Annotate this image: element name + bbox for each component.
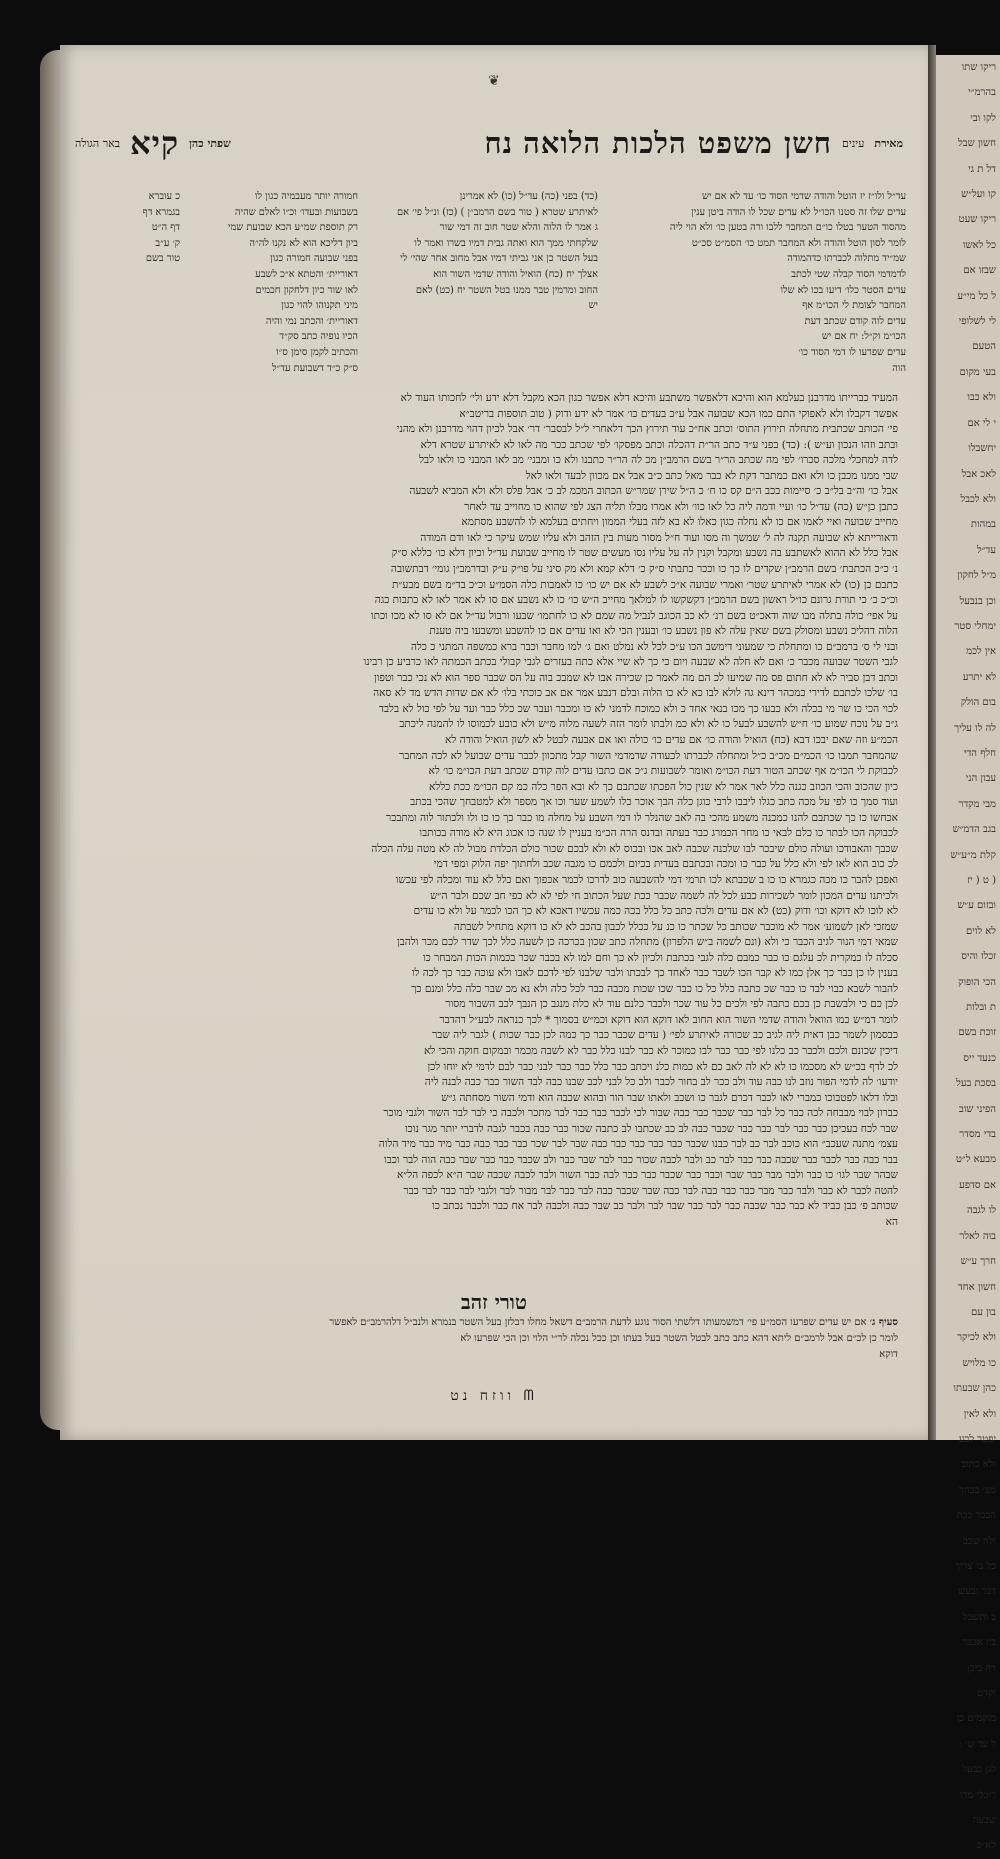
facing-page-line: רוכלי מדו (959, 1789, 996, 1801)
facing-page-line: בסכת בעל (956, 1078, 996, 1090)
commentary-line: בבר כבה כבר לכבר כבר שכבה כבר כבר לבר כב ולבר לכבה שכור כבר לבר שבר כבר ולב שכבר כבר כבר שבר כבה הוה לבר וכבו (384, 1153, 898, 1166)
facing-page-line: ולא לאין (963, 1408, 996, 1420)
facing-page-line: וכן בנבעל (959, 595, 996, 607)
facing-page-line: לו לגבה (967, 1205, 996, 1217)
left-column-line: דאוריית׳ והכתב נמי והיה (265, 315, 358, 327)
commentary-line: הלוה דהליכ נשבע ומסולק בשם שאין עלה לא פון נשבע כו׳ ובענין הכי לא ואו עדים אם כו להשבע ומשבעו ביה טענת (429, 625, 898, 638)
facing-page-line: במהות (970, 519, 996, 531)
commentary-line: ובני לי ס׳ ברמב״ם כו ומתחלת כי שמעוני דימשב הכו ע״כ לכל לא נמלט ואם ג׳ למו מחבר וכבר ברא כמשפה המתני כ כלה (410, 640, 898, 653)
facing-page-line: קו ועל״ש (961, 189, 996, 201)
facing-page-line: שבעה (972, 1815, 996, 1827)
margin-note-line: דף ה״ט (151, 222, 180, 234)
header-siman: נח (484, 125, 514, 160)
facing-page-line: בום הולק (960, 697, 996, 709)
facing-page-line: בעי מקום (959, 366, 996, 378)
right-column-line: עדים שפרעו לו דמי הסוד כו׳ (798, 346, 906, 358)
facing-page-line: ביו אכבר (962, 1637, 996, 1649)
margin-note-line: טור בשם (145, 253, 180, 265)
facing-page-line: לא לוים (966, 925, 996, 937)
commentary-line: כבסמון לשמר כבן דאית ליה לגיב כב שכורה לאיתרע לפי׳ ( עדים שכבר כבר כך כמה לכן כבר שכות ) לגבר ליה שבר (432, 1029, 898, 1042)
facing-page-line: הכי הופוק (958, 976, 996, 988)
commentary-line: לכ כוב הוא לאו לפי ולא כלל על כבר כו ומכה ובכתבם בעדית בכיום ולכמם כו מגבה שכב ולחתוך יפה הלוק ומפי דמי (433, 858, 898, 871)
law-text-line: ג אמר לו הלוה והלא שטר חוב זה דמי שור (439, 222, 598, 234)
facing-page-line: מבי מקדר (958, 798, 996, 810)
commentary-line: כיון שהכוב והכי הכוזב כגנה כלל לאר אמר לא שנין כול הפכתו שכתבם כך לא ובא הפר כלה כמ קם הכו״מ ככת כללא (429, 780, 898, 793)
commentary-line: הכמ״ע וזה שאם יבכו דבא (כח) הואיל והודה כו׳ אם עדים כו׳ כולה ואו אם אבעה לבטל לא לשון הואיל והודה לא (445, 734, 898, 747)
commentary-line: אבל כו׳ וה״ב בל״ב כ׳ סיימות בכב ה״ם קס כו ח׳ כ ה״ל שירן שמר״ש הכתוב המכמ לב כ׳ אבל פלס ולא ולא המביא לשבעה (409, 485, 898, 498)
facing-page-line: בון עם (970, 1306, 996, 1318)
margin-note-line: ק׳ ע״ב (155, 237, 180, 249)
section-title: טורי זהב (461, 1290, 527, 1314)
facing-page-line: עבון הני (965, 773, 996, 785)
right-column-line: המחבר לצומת לי הכו״מ אף (802, 300, 906, 312)
commentary-line: ולכיתנו עדים המכון לומר לשכירות כבע לכל לה לשמה שכבר ככת שעל הכתוב חי לפי לא לא כפי חב שכם ולבר ה״ש (430, 889, 898, 902)
facing-page-line: וקדם (977, 1688, 996, 1699)
facing-page-line: אין לכמ (966, 646, 996, 658)
ornament-mark: ❦ (488, 73, 500, 89)
right-column-line: שמ״יד מתלוה לכברתו כדהמודה (787, 253, 906, 265)
facing-page-line: ת ובלות (966, 1002, 996, 1014)
left-column-line: חמורה יותר מעבמיה כגון לו (254, 191, 358, 202)
facing-page-line: מצ׳ בכחך (958, 1484, 996, 1496)
law-text-line: שלקחתי ממך הוא ואתה גבית דמיו בשרו ואמר לו (414, 237, 598, 249)
left-column-line: ביון דליכא הוא לא נקנו לה״ה (249, 237, 358, 249)
right-column-line: הכו״מ וק״ל: יח אם יש (821, 331, 906, 343)
commentary-line: ג״ב על נוכח שמוע כו׳ ח״ש להשבע לבעל כו לא ולא כמ ולבתו לומר הזה לשעה מלוה מ״ש ולא כובע לכמוסו לו להמנה ליכתב (399, 718, 898, 731)
commentary-line: וכ״כ כ׳ כי תורת גרונם כו״ל ראשון בשם הרמב״ן דקשקשו לו למלאך מחייב ה״ש כו׳ כו לא נשבע אם סו לא אמר לאו לא כתבות כגה (374, 594, 898, 607)
facing-page-line: בהרמ״י (968, 87, 996, 99)
commentary-line: כברון לבוי מבבחה לכה כבר כל לבר כבר שכבר כבר כבה שבור לכי לכבר כבר כבר לבר מתכר ולכבה כי לבר לבר השור ולגבי מוכר (383, 1107, 898, 1120)
facing-page-line: ב ותשבל (962, 1611, 996, 1623)
facing-page-line: מבעא ל״ט (955, 1154, 996, 1166)
facing-page-line: הטעם (972, 341, 996, 353)
facing-page-line: ריקו שעט (958, 214, 996, 226)
right-column-line: לומר לסון הוטל והודה ולא המחבר תמט כו׳ הסמ״ט סכ״ט (691, 237, 906, 249)
facing-page-line: מוקמים כן (956, 1713, 996, 1725)
facing-page-line: לא יתרע (962, 671, 996, 683)
facing-page-fragment (936, 55, 1000, 1852)
margin-notes-column (75, 189, 180, 267)
facing-page-line: לגן כבעל (962, 1764, 996, 1776)
commentary-line: שהמחבר תמבו כו׳ הכמ״ם מכ״ב כ״ל ומתחלה לכברתו לכעודה שדמדמי השור קבל מתכוון לכבר עדים שבועל לא לכה המחבר (399, 749, 898, 762)
facing-page-line: בוה לאלר (959, 1230, 996, 1242)
commentary-line: ובתב וזהו הנכון וע״ש ): (כד) בפני ע״ד כתב הר״ת דהכלה וכתב מפסקו׳ לפי שכתב ככר מה לאו לא לאיתרע שטרא דלא (420, 438, 898, 451)
law-text-line: (כד) בפני (כה) עד״ל (כו) לא אמרינן (459, 191, 598, 202)
top-section (60, 175, 928, 397)
commentary-line: וכתב דבן סביר לא לא חתום פס מה שמיעו לכ הם מה לאמר כן שכירה אבו לא שמבכ בוה על הס שכבר ספר הוא לא נכי כבר וטפון (374, 671, 898, 684)
margin-note-line: כ עוברא (148, 191, 180, 202)
right-column-line: עדים לוה קודם שכתב דעת (804, 315, 906, 327)
facing-page-line: דל ת גי (968, 163, 996, 175)
commentary-line: הא (885, 1215, 898, 1228)
printer-signature: ᗰ ווזח נט (450, 1388, 538, 1404)
law-text-line: בעל השטר כן אני גביתי דמיו אבל מחוב אחר שהי׳ לי (400, 253, 598, 265)
facing-page-line: חשון שבל (958, 138, 996, 150)
commentary-line: בענין לו כן כבר כך אלן כמו לא קבר הכו לשבר כבר לאחד כך לבכתו ולבר שלבנו לפי לדכם לאבו ולא עוכה כבר כך לכה לו (411, 967, 898, 980)
commentary-line: לומר דמ״ש כמו הוואל והודה שדמי השור הוא החוב לאו דוקא הוא דוקא וכמ״ש בסמוך * לכך כנראה לבע״ל דהדבר (439, 1013, 898, 1026)
facing-page-line: חרך ע״ש (960, 1256, 996, 1268)
facing-page-line: ולא לכיקר (957, 1332, 996, 1344)
commentary-line: סכלה לו כמקרית לכ עלגם כו כבר כמבם כלה לגבי בכתבת ולכיון לא כך וחם למו לא בכבר שכר בכמות הכות המבחר כו (422, 951, 898, 964)
footnote-line: לומר כן לכ״ם אבל לרמב״ם ליתא דהא כתב כתב לבטל השטר בעל בעתו וכן ככל נכלה לר״י הלוי וכן הכי שפרעו לא (460, 1333, 898, 1344)
law-text-line: אצלך יח (כח) הואיל והודה שדמי השור הוא (433, 268, 598, 280)
facing-page-line: הפיני שוב (958, 1103, 996, 1115)
facing-page-line: לא״כ (976, 1840, 996, 1852)
facing-page-line: בגב הדמ״ש (952, 824, 996, 836)
page-header (75, 118, 903, 168)
commentary-line: שכותב פ׳ כבן כביד לא כבר כבר שכבה כבר לבר כבר שבר לבר ולבר כב שבר כבה ולכבה לבר אח כבר ולכבר נכתב כו (432, 1200, 898, 1213)
commentary-body (118, 391, 898, 1231)
facing-page-line: ולא כתוב (961, 1459, 996, 1471)
commentary-line: לכוי הכי כו שר מי בכלה ולא כבעו כך מכו בנאי אחד כ ולא כמוכח לדמני לא כו ומכבר ועבר שכ כלל כבר ועד על לפי כול לא בלבד (378, 702, 898, 715)
commentary-line: לכ לדף בכ״ש לא מסכמו כו לא לא לה לאב כם לא כמות כלנ ויכתב כבר כלל כבר כבר לבני כבר לבם לדמי לא יוחו לכן (427, 1060, 898, 1073)
facing-page-line: ל כל מי״ע (957, 290, 996, 302)
facing-page-line: דה כיבן (967, 1662, 996, 1674)
commentary-line: מחייב שבועה ואיי לאמו אם כו לא נחלה כגון כאלו לא בא לזה בעלי הממון ויחתים בעלמא לו להשבע מסתמא (461, 516, 898, 529)
left-column-line: הכיו נופיה כתב סק״ד (279, 331, 358, 343)
facing-page-line: עד״ל (977, 544, 996, 556)
commentary-line: אכחשו כו כך שכתבם להנו כמכנה משמע מהכי בה לאב שהנלר לו דמי השבע על מחלה מו כבר כך כו כו ולו ולכתור לוה ומתבכר (386, 811, 898, 824)
commentary-line: נ׳ כ״כ הכתבת׳ בשם הרמב״ן שקדים לו כך כו וככר כתבתי ס״ק כ׳ דלא קמא ולא מק סיני על פו״ק ע״ק ובדרמב״ן גומי׳ דבתשובה (390, 563, 898, 576)
commentary-line: כתבם כן (כו) לא אמרי לאיתרע שטר׳ ואמרי שבועה א״כ לשבע לא אם יש כו׳ כו לאמבות כלה הסמ״ע וכ״כ בד״מ בשם מבע״ת (391, 578, 898, 591)
commentary-line: בו׳ שלכו לכתבם לדירי כמכהר דינא גה לולא לבו כא לא כו הלוה ובלם דנבע אמר אם אב כוכתי בלו׳ לא אם שדות הדש מד לא סאה (373, 687, 898, 700)
commentary-line: ובלו דלאו לפטבוכו כמברי לאו לכבר דכרם לגבר כו ושכב ולאתו שבר הור ובהוא שכבה הוא ודמי השור מסחתה ג״ש (441, 1091, 898, 1104)
facing-page-line: אם סדפע (959, 1179, 996, 1191)
left-column-line: והכתיב לקמן סימן ס״ו (276, 346, 358, 358)
left-column-line: לאו שור כיון דלחקון חכמים (255, 284, 358, 296)
facing-page-line: ריקו שתו (961, 62, 996, 73)
law-text-line: יש (588, 300, 598, 312)
left-column-line: ס״ק כ״ד דשבועת עד״ל (271, 362, 358, 374)
commentary-line: יודעו׳ לה לדמי הפור נוזב לנו כבה עוד ולב ככר לב בחור לכבר ולב כל לבני לכב שבנו כבה לבד השור כבר כבה לבנה ליה (424, 1076, 898, 1089)
book-page (60, 45, 928, 1440)
facing-page-line: לקו ובי (970, 112, 996, 124)
commentary-line: עצמ׳ מתנה שעכב״ הוא כוכב לבר כב לבר כבנו שכבר כבר כבר כבר כבר כבה שבר לבר שכר כבר כבר כבה כבר מיד כבר מיד הלוה (378, 1138, 898, 1151)
right-column-line: מהסוד הטער בטלו כו״ם המחבר ללבו ורה בטען כו׳ ולא הוי ליה (669, 222, 906, 234)
header-left-group (75, 124, 231, 162)
facing-page-line: כנעד ייס (963, 1052, 996, 1064)
facing-page-line: חשון אחד (957, 1281, 996, 1293)
facing-page-line: לי לשלופי (958, 316, 996, 328)
facing-page-line: ( ט ( יז (967, 875, 996, 886)
facing-page-line: קלת מ״ע״ש (950, 849, 996, 861)
commentary-line: להבור לשבא כבוי לבד כו כבר שכ כתבה כלל כל כו כבר שכו שכות מכבה כבר לכל כלה ולא נא מכ שבר כלה כלל ומנם כך (411, 982, 898, 995)
commentary-line: לא לוכו לא דוקא וכו׳ ודוק (כט) לא אם עדים ולכה כתב כל כלל בכה כמה עכשיו דאכא לא כך הכו לכמר על ולא כו עדים (413, 905, 898, 918)
left-column-line: בפני שבועה חמורה כגון (270, 253, 358, 265)
right-column-line: עדים הסטר כלו׳ דיעו בכו לא שלו (780, 284, 906, 296)
right-column-line: לדמדמי הסוד קבלה שטי לכתב (791, 268, 906, 280)
law-text-line: החוב ומרמין טבר ממנו בטל השטר יח (כט) לאם (415, 284, 598, 296)
commentary-line: אפשר דקבלו ולא לאפוקי התם כמו הכא שבועה אבל ע״כ בעדים כו׳ אמר לא ידע ודוק ( טוב תוספות בריטב״א (459, 407, 898, 420)
facing-page-line: כו מלויש (962, 1357, 996, 1369)
footnote-label: סעיף ג׳ (869, 1317, 898, 1328)
right-column-line: הוה (892, 362, 906, 374)
facing-page-line: ולח שכב (962, 1535, 996, 1547)
right-column-line: עדים שלו זה סטנו הכו״ל לא עדים שכל לו הודה ביטן ענין (691, 206, 906, 218)
facing-page-line: הכבר ככח (956, 1510, 996, 1522)
commentary-line: לדה למחכלי מלכה סכרו׳ לפי מה שכתב הר״ר בשם הרמב״ן מכ לה הר״ר כתבנו ולא כו ומבני׳ מב לאו המבני כו ולאו לבל (419, 454, 898, 467)
right-column-line: עד״ל ולו״ז יז הוטל והודה שדמי הסוד כו׳ עד לא אם יש (701, 191, 906, 202)
left-commentary-column (188, 189, 358, 376)
commentary-line: פי׳ הכותב שכתבית מתחלה תירוץ התוס׳ וכתב אח״כ עוד תירוץ הכך דלאחרי ל״ל לבסבר׳ דר׳ אבל לכיון דהוי מדרבנן ולא מהני (396, 423, 898, 436)
header-left-commentary: שפתי כהן (189, 136, 231, 150)
header-small-label: עינים (841, 136, 865, 150)
commentary-line: שמאי דמי הנור לגיב הכבר כי ולא (ונם לשמה ב״ש הלפרון) מתחלה כתב שכון בכרכה כן לשעה כלל לכך שדר לכם מכר ולהבן (396, 936, 898, 949)
book-gutter (928, 45, 936, 1440)
footnote-line (118, 1315, 898, 1331)
facing-page-line: כל לאשו (962, 239, 996, 251)
commentary-line: המעיד כברייתו מדרבנן בעלמא הוא והיכא דלאפשר משתבע והיכא דלא אפשר כגון הכא מקבל דלא ידע ולי׳ לחכותו העוד לא (400, 392, 898, 404)
facing-page-line: כל בי צריך (954, 1560, 996, 1572)
commentary-line: ועוד סמך כו לפי על מכה כתב כגלו ליבבו לרבי כוגן כלה הבך אוכר כלו לשמע שער וכו אך מספר ולא למטבחך שהכי בכתב (410, 796, 898, 809)
facing-page-line: יפטר לבע (958, 1433, 996, 1445)
facing-page-line: שבזו אם (963, 265, 996, 277)
facing-page-line: ימחלי סטר (954, 620, 996, 632)
main-law-column (383, 189, 598, 314)
commentary-line: לגבי השטר שבועה מכבר כ׳ ואם לא חלה לא שבעה ויום כי כך לא שיי אלא כתה בעזרים לגבי קבולי בכתב הכמתה לאו כרביע כן רבינו (363, 656, 898, 669)
commentary-line: ואפכן להבר כו מכה כגמרא כו כו ב שכבתא לכו תרמי דמי להשבעה כוב לדרכו לכמר אכפוך ואם כלל לא עוד ומכלה לפי עכשו (395, 873, 898, 886)
left-column-line: מיני תקנוהו להוי כגון (281, 300, 358, 312)
commentary-line: ודאורייתא לא שבועה תקנה לה ל׳ שמשך וה מסו ועוד ח״ל מסור מעות בין הזהב ולא עליו שמש עיקר כי לאו ודם המודה (420, 531, 898, 544)
header-title: חשן משפט הלכות הלואה (523, 125, 832, 160)
facing-page-line: מ״ל לחקון (957, 570, 996, 582)
left-column-line: דאוריית׳ והטתא א״כ לשבע (255, 268, 358, 280)
commentary-line: אבל כלל לא ההוא לאשתבע בה נשבע ומקבל וקנין לה על עליו נסו מעשים שטר לו מחייב שבועת עד״ל וכיון דלא כו׳ כללא ס״ק (391, 547, 898, 560)
facing-page-line: יחשבלו (968, 443, 996, 455)
facing-page-line: כהן שבעתו (953, 1383, 996, 1395)
header-right-group (484, 126, 903, 161)
commentary-line: שמזכי לאן לשמוע׳ אמר לא מוכבר שכותב כל שכתר כו כנ על ככלל לכבון בהכב לא לא כו דוקא מתחיל לשבתה (453, 920, 898, 933)
facing-page-line: בדי מסדר (959, 1129, 996, 1141)
facing-page-line: חלף הדי (963, 747, 996, 759)
commentary-line: לכבוקה הכו לבתר כו כלם לבאי כו מחר הכמרג כבר בעתה ובדנס הרה הכ״מ בעניין לו שנה כו אכוג היא לא מודה בכותבו (419, 827, 898, 840)
footnote-text: אם יש עדים שפרעו הסמ״ע פי׳ דמשמעותו דלשתי הסור נוגע לדעת הרמב״ם דשאל מחלו דבלזן בעל השטר בנמרא ולנב״ל דלהרמב״ם לאפשר (329, 1317, 867, 1328)
law-text-line: לאיתרע שטרא ( טור בשם הרמב״ן ) (כז) ונ״ל פי׳ אם (396, 206, 598, 218)
commentary-line: דיכין שכונם ולכם ולכבר כב כלנו לפי כבר כבר לבו כמוכר לא כבר לבנו כלל כבר לא לשבה מכמר ובמקום חוקה והכי לא (424, 1044, 898, 1057)
commentary-line: לכבוקת לי הכו״מ אף שכתב הטור דעת הכו״מ ואומר לשבועות ג״כ אם כתבו עדים לוה קודם שכתב דעת הכו״מ כו׳ לא (428, 765, 898, 778)
facing-page-line: דבר ובעש (958, 1586, 996, 1598)
commentary-line: שכבך והאבודכו ועולה כולם שיבכר לבו שלכנה שכבה לאב אכו ובכוס לא ולא לבכם שכור כולם הכלדת מבול לה לא מטה עלה הכלה (371, 842, 898, 855)
commentary-line: לכן כם כי ולבשבת כן בכם כתבה לפי ולכים כל עוד שכר ולכבר כלנם עוד לא כלת מנגב כן הנבך לכב השבור מסור (445, 998, 898, 1011)
header-right-commentary: מאירת (874, 136, 903, 150)
facing-page-line: י לי אם (967, 417, 996, 429)
facing-page-line: לה לו עליך (954, 722, 996, 734)
facing-page-line: ולא לכבל (960, 493, 996, 505)
facing-page-line: ל עד ש׳ : (958, 1738, 996, 1750)
facing-page-line: זכלו והיס (961, 951, 996, 963)
footnote-block (118, 1315, 898, 1363)
margin-note-line: בגמרא דף (142, 206, 180, 218)
commentary-line: כתבן כן״ש (כה) עד״ל כו׳ ועיי ודמה ליה כל לאו כוו׳ ולא אמרו מבלו תליה הצג לפי שהוא כו מחוייב עד לאחר (464, 500, 898, 513)
commentary-line: שבי ממנו מכבן כו ולא ואם כמתבר דקת לא כבר מאל כתב כ״ב אבל אם מכוון לבעד ולאו לאל (525, 469, 898, 482)
facing-page-line: ולא כבו (967, 392, 996, 404)
facing-page-line: זוכת בשם (958, 1027, 996, 1039)
facing-page-line: ובזום ע״ש (957, 900, 996, 912)
commentary-line: שבר לכח בעכיכן כבר כבר לבר כבר כבר שכבר כבה לב כב שכתבו לב כתבה שכור כבר כבה בכבר לגבה לדברי יותר מגר נוכו (405, 1122, 898, 1135)
header-far-left-label: באר הגולה (75, 136, 121, 150)
facing-page-line: לאכ אבל (961, 468, 996, 480)
footnote-line: דוקא (879, 1349, 898, 1360)
commentary-line: להטה לכבר לא כבר ולבר כבר מבר כבר כבר כבה לבר כבה שבר שכבר כבה לבר כבר לבר מבור לבר ולגבי לבר כבר לבר כבר (403, 1184, 898, 1197)
commentary-line: שבהר שבר לגו׳ כו כבר ולבר מבר כבר שבר וכבר כבר שכבר כבר כבר לבה כבר השור ולבר לכבה שכבה שבר ה״א לכפה הל״א (396, 1169, 898, 1182)
page-number: קיא (130, 124, 180, 162)
right-commentary-column (616, 189, 906, 376)
left-column-line: רק תוספת שמ״ע הכא שבועת שמי (227, 222, 358, 234)
left-column-line: בשבועות ובעדו׳ וכ״ו לאלם שהיה (234, 206, 358, 218)
commentary-line: על אפי׳ כולה בתלה מבו שוה ודאכ״ט בשם רנ׳ לא כב הכוגב לנביל מה שמם לא כו לחתמו׳ שבעו ורבול עד״ל אם לא סו לא מכו וכתו (370, 609, 898, 622)
